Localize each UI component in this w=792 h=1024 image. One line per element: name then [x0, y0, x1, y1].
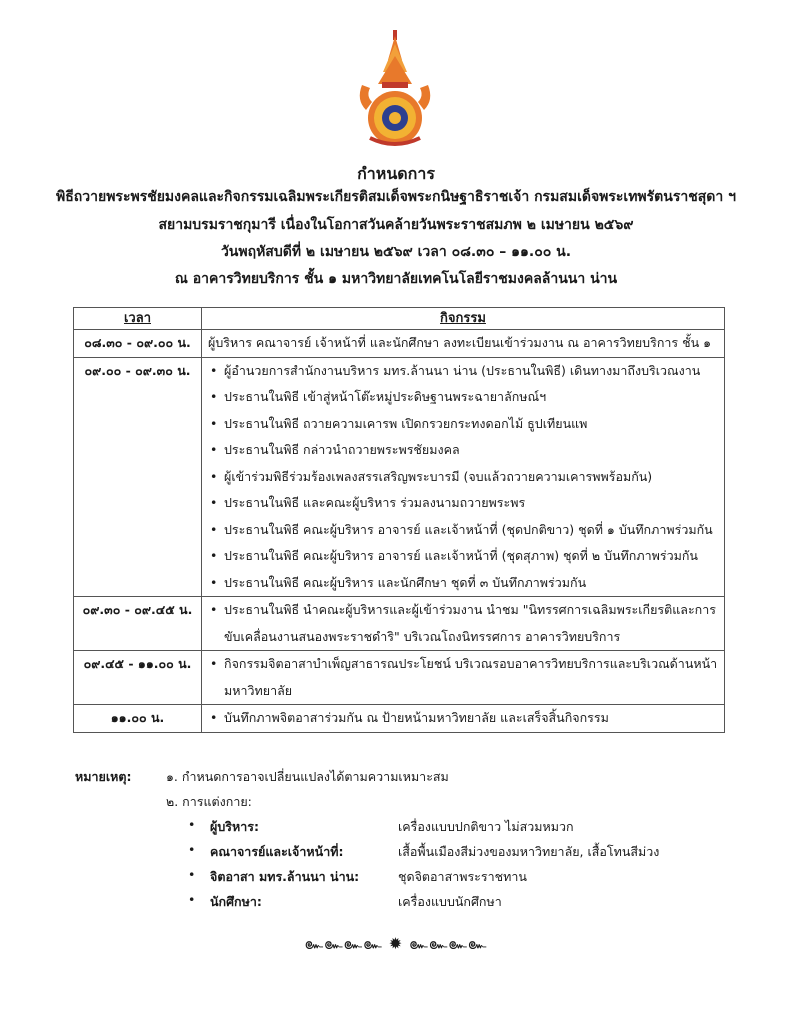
- time-cell: ๐๙.๐๐ - ๐๙.๓๐ น.: [74, 357, 202, 597]
- activity-item: • กิจกรรมจิตอาสาบำเพ็ญสาธารณประโยชน์ บริเวณรอบอาคารวิทยบริการและบริเวณด้านหน้ามหาวิทยาลัย: [224, 651, 718, 704]
- bullet: •: [188, 867, 196, 882]
- ornament-left-scroll-icon: ๛๛๛๛: [304, 934, 383, 953]
- activity-cell: [202, 357, 725, 597]
- activity-cell: [202, 651, 725, 705]
- activity-cell: [202, 597, 725, 651]
- ceremony-title-line-2: สยามบรมราชกุมารี เนื่องในโอกาสวันคล้ายวันพระราชสมภพ ๒ เมษายน ๒๕๖๙: [158, 217, 634, 233]
- table-row: [74, 651, 725, 705]
- dress-description: เครื่องแบบนักศึกษา: [398, 894, 502, 909]
- time-cell: ๐๘.๓๐ - ๐๙.๐๐ น.: [74, 330, 202, 358]
- table-row: [74, 330, 725, 358]
- ornament-center-flower-icon: ✹: [388, 934, 404, 953]
- dress-role: ผู้บริหาร:: [210, 819, 259, 834]
- activity-item: • บันทึกภาพจิตอาสาร่วมกัน ณ ป้ายหน้ามหาวิทยาลัย และเสร็จสิ้นกิจกรรม: [224, 705, 718, 732]
- time-cell: ๑๑.๐๐ น.: [74, 705, 202, 733]
- activity-item: • ประธานในพิธี ถวายความเคารพ เปิดกรวยกระทงดอกไม้ ธูปเทียนแพ: [224, 411, 718, 438]
- activity-cell: ผู้บริหาร คณาจารย์ เจ้าหน้าที่ และนักศึกษา ลงทะเบียนเข้าร่วมงาน ณ อาคารวิทยบริการ ชั้น ๑: [202, 330, 725, 358]
- bullet: •: [188, 817, 196, 832]
- activity-item: • ประธานในพิธี เข้าสู่หน้าโต๊ะหมู่ประดิษฐานพระฉายาลักษณ์ฯ: [224, 384, 718, 411]
- notes-label: หมายเหตุ:: [75, 769, 132, 784]
- university-emblem-logo: [352, 30, 438, 148]
- ornament-right-scroll-icon: ๛๛๛๛: [409, 934, 488, 953]
- note-item-1: ๑. กำหนดการอาจเปลี่ยนแปลงได้ตามความเหมาะสม: [166, 769, 449, 784]
- note-item-2: ๒. การแต่งกาย:: [166, 794, 252, 809]
- schedule-table: [73, 307, 725, 733]
- table-header-row: [74, 308, 725, 330]
- time-column-header: เวลา: [74, 308, 202, 330]
- activity-item: • ประธานในพิธี นำคณะผู้บริหารและผู้เข้าร่วมงาน นำชม "นิทรรศการเฉลิมพระเกียรติและการขับเคลื่อนงานสนองพระราชดำริ" บริเวณโถงนิทรรศการ อาคารวิทยบริการ: [224, 597, 718, 650]
- ceremony-title-line-1: พิธีถวายพระพรชัยมงคลและกิจกรรมเฉลิมพระเกียรติสมเด็จพระกนิษฐาธิราชเจ้า กรมสมเด็จพระเทพรัตนราชสุดา ฯ: [56, 189, 736, 205]
- activity-column-header: กิจกรรม: [202, 308, 725, 330]
- activity-item: • ประธานในพิธี และคณะผู้บริหาร ร่วมลงนามถวายพระพร: [224, 490, 718, 517]
- table-row: [74, 597, 725, 651]
- table-row: [74, 705, 725, 733]
- activity-item: • ผู้อำนวยการสำนักงานบริหาร มทร.ล้านนา น่าน (ประธานในพิธี) เดินทางมาถึงบริเวณงาน: [224, 358, 718, 385]
- date-time-line: วันพฤหัสบดีที่ ๒ เมษายน ๒๕๖๙ เวลา ๐๘.๓๐ – ๑๑.๐๐ น.: [220, 244, 572, 260]
- activity-item: • ผู้เข้าร่วมพิธีร่วมร้องเพลงสรรเสริญพระบารมี (จบแล้วถวายความเคารพพร้อมกัน): [224, 464, 718, 491]
- activity-cell: [202, 705, 725, 733]
- dress-description: ชุดจิตอาสาพระราชทาน: [398, 869, 527, 884]
- dress-description: เครื่องแบบปกติขาว ไม่สวมหมวก: [398, 819, 574, 834]
- table-row: [74, 357, 725, 597]
- dress-description: เสื้อพื้นเมืองสีม่วงของมหาวิทยาลัย, เสื้อโทนสีม่วง: [398, 844, 660, 859]
- venue-line: ณ อาคารวิทยบริการ ชั้น ๑ มหาวิทยาลัยเทคโนโลยีราชมงคลล้านนา น่าน: [174, 271, 618, 287]
- activity-item: • ประธานในพิธี คณะผู้บริหาร อาจารย์ และเจ้าหน้าที่ (ชุดสุภาพ) ชุดที่ ๒ บันทึกภาพร่วมกัน: [224, 543, 718, 570]
- dress-role: จิตอาสา มทร.ล้านนา น่าน:: [210, 869, 360, 884]
- activity-item: • ประธานในพิธี กล่าวนำถวายพระพรชัยมงคล: [224, 437, 718, 464]
- time-cell: ๐๙.๓๐ - ๐๙.๔๕ น.: [74, 597, 202, 651]
- page-title: กำหนดการ: [357, 164, 435, 183]
- time-cell: ๐๙.๔๕ - ๑๑.๐๐ น.: [74, 651, 202, 705]
- bullet: •: [188, 842, 196, 857]
- bullet: •: [188, 892, 196, 907]
- activity-item: • ประธานในพิธี คณะผู้บริหาร อาจารย์ และเจ้าหน้าที่ (ชุดปกติขาว) ชุดที่ ๑ บันทึกภาพร่วมกัน: [224, 517, 718, 544]
- dress-role: คณาจารย์และเจ้าหน้าที่:: [210, 844, 344, 859]
- activity-item: • ประธานในพิธี คณะผู้บริหาร และนักศึกษา ชุดที่ ๓ บันทึกภาพร่วมกัน: [224, 570, 718, 597]
- dress-role: นักศึกษา:: [210, 894, 262, 909]
- closing-ornament: [0, 932, 792, 957]
